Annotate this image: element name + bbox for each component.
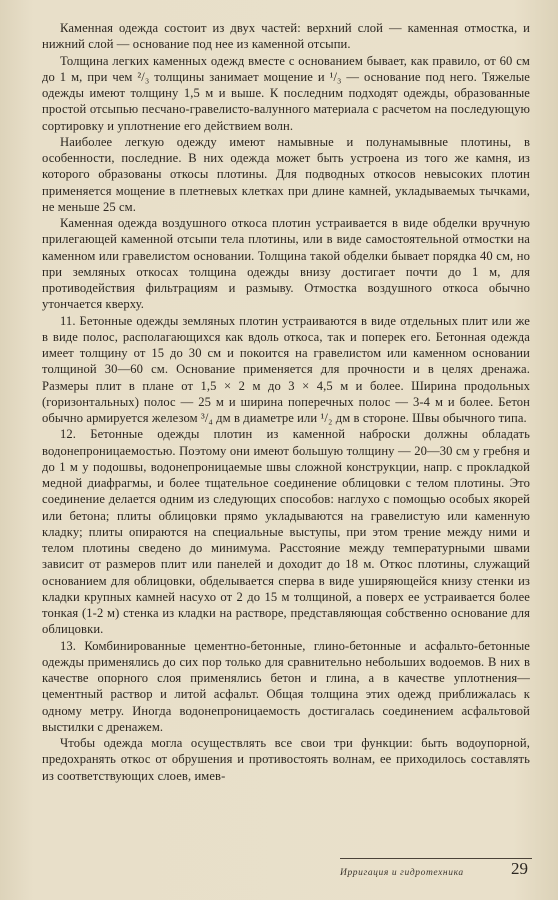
paragraph-1: Каменная одежда состоит из двух частей: верхний слой — каменная отмостка, и нижний слой — основание под нее из каменной отсыпи. [42,21,530,52]
paragraph-4: Каменная одежда воздушного откоса плотин устраивается в виде обделки вручную прилегающей каменной отсыпи тела плотины, или в виде самостоятельной отмостки на каменном или гравелистом основании. Толщина такой обделки бывает порядка 40 см, но при земляных откосах толщина одежды внизу достигает почти до 1 м, для противодействия фильтрациям и размыву. Отмостка воздушного откоса обычно утончается кверху. [42,216,530,312]
paragraph-3: Наиболее легкую одежду имеют намывные и полунамывные плотины, в особенности, последние. В них одежда может быть устроена из того же камня, из которого образованы откосы плотины. Для подводных откосов невысоких плотин применяется мощение в плетневых клетках при длине камней, укладываемых тычками, не меньше 25 см. [42,134,530,214]
paragraph-7: 13. Комбинированные цементно-бетонные, глино-бетонные и асфальто-бетонные одежды применялись до сих пор только для сравнительно небольших водоемов. В них в качестве опорного слоя применялись бетон и глина, а в качестве уплотнения—цементный раствор и литой асфальт. Общая толщина этих одежд приближалась к одному метру. Иногда водонепроницаемость достигалась соединением асфальтовой выстилки с дренажем. [42,638,530,734]
paragraph-6: 12. Бетонные одежды плотин из каменной наброски должны обладать водонепроницаемостью. Поэтому они имеют большую толщину — 20—30 см у гребня и до 1 м у подошвы, водонепроницаемые швы сложной конструкции, напр. с прокладкой медной диафрагмы, и более тщательное соединение облицовки с телом плотины. Это соединение делается одним из следующих способов: наглухо с помощью особых якорей или бетона; плиты облицовки прямо укладываются на гравелистую или каменную кладку; плиты опираются на специальные выступы, при этом трение между ними и телом плотины сведено до минимума. Расстояние между температурными швами зависит от размеров плит или панелей и доходит до 18 м. Откос плотины, служащий основанием для облицовки, обделывается сперва в виде уширяющейся книзу стенки из кладки крупных камней насухо от 2 до 15 м толщиной, а поверх ее устраивается более тонкая (1-2 м) стенка из кладки на растворе, представляющая собственно основание для облицовки. [42,427,530,637]
page-number: 29 [511,859,528,878]
page-footer [340,858,532,880]
paragraph-5: 11. Бетонные одежды земляных плотин устраиваются в виде отдельных плит или же в виде полос, располагающихся как вдоль откоса, так и поперек его. Бетонная одежда имеет толщину от 15 до 30 см и покоится на гравелистом или каменном основании толщиной 30—60 см. Основание применяется для прочности и в целях дренажа. Размеры плит в плане от 1,5 × 2 м до 3 × 4,5 м и более. Ширина продольных (горизонтальных) полос — 25 м и ширина поперечных полос — 3-4 м и более. Бетон обычно армируется железом ³/₄ дм в диаметре или ¹/₂ дм в стороне. Швы обычного типа. [42,313,530,425]
body-text [42,20,530,784]
running-title: Ирригация и гидротехника [340,868,464,878]
paragraph-8: Чтобы одежда могла осуществлять все свои три функции: быть водоупорной, предохранять откос от обрушения и противостоять волнам, ее приходилось составлять из соответствующих слоев, имев- [42,736,530,783]
paragraph-2: Толщина легких каменных одежд вместе с основанием бывает, как правило, от 60 см до 1 м, при чем ²/₃ толщины занимает мощение и ¹/₃ — основание под него. Тяжелые одежды имеют толщину 1,5 м и выше. К последним подходят одежды, образованные простой отсыпью песчано-гравелисто-валунного материала с расчетом на последующую сортировку и уплотнение его действием волн. [42,53,530,133]
